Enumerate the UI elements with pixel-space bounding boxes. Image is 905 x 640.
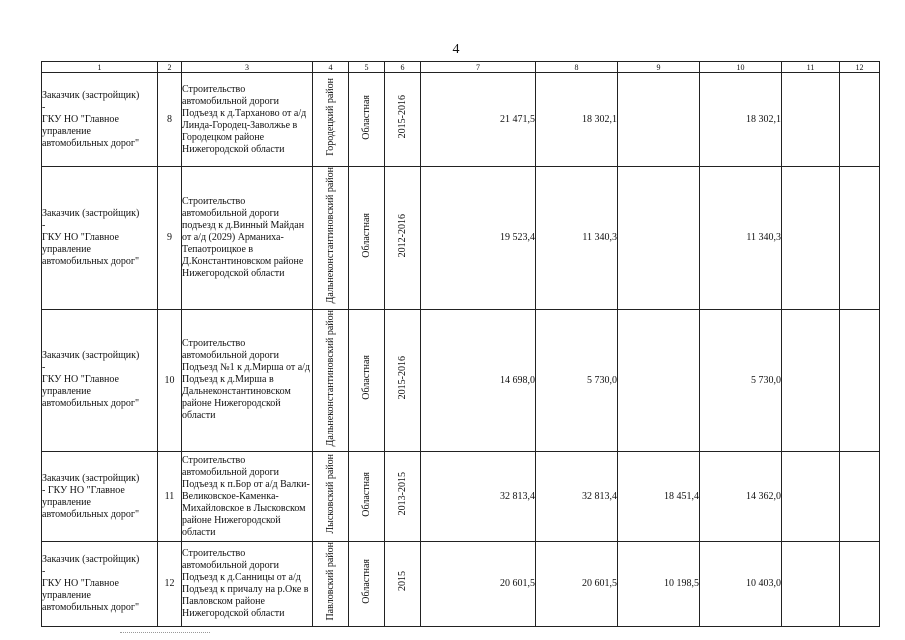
amount-cell: [618, 167, 700, 310]
budget-level-cell: Областная: [349, 309, 385, 452]
amount-cell: 10 403,0: [700, 542, 782, 627]
period-cell: 2012-2016: [385, 167, 421, 310]
object-cell: Строительство автомобильной дороги Подъезд к д.Санницы от а/д Подъезд к причалу на р.Оке в Павловском районе Нижегородской области: [182, 542, 313, 627]
amount-cell: [840, 73, 880, 167]
object-cell: Строительство автомобильной дороги Подъезд к д.Тарханово от а/д Линда-Городец-Заволжье в Городецком районе Нижегородской области: [182, 73, 313, 167]
budget-level-cell: Областная: [349, 73, 385, 167]
column-header: 5: [349, 62, 385, 73]
amount-cell: [840, 309, 880, 452]
amount-cell: [618, 309, 700, 452]
amount-cell: [840, 542, 880, 627]
row-number-cell: 9: [158, 167, 182, 310]
amount-cell: [782, 167, 840, 310]
budget-level-cell: Областная: [349, 542, 385, 627]
scan-artifact-line: [120, 632, 210, 634]
column-header: 10: [700, 62, 782, 73]
customer-cell: Заказчик (застройщик) - ГКУ НО "Главное управление автомобильных дорог": [42, 73, 158, 167]
row-number-cell: 8: [158, 73, 182, 167]
column-number-row: [42, 62, 880, 73]
amount-cell: [840, 452, 880, 542]
period-cell: 2013-2015: [385, 452, 421, 542]
amount-cell: 18 302,1: [700, 73, 782, 167]
column-header: 9: [618, 62, 700, 73]
amount-cell: 5 730,0: [700, 309, 782, 452]
column-header: 8: [536, 62, 618, 73]
district-cell: Дальнеконстантиновский район: [313, 309, 349, 452]
row-number-cell: 11: [158, 452, 182, 542]
amount-cell: [782, 73, 840, 167]
object-cell: Строительство автомобильной дороги Подъезд №1 к д.Мирша от а/д Подъезд к д.Мирша в Дальнеконстантиновском районе Нижегородской области: [182, 309, 313, 452]
estimated-cost-cell: 14 698,0: [421, 309, 536, 452]
estimated-cost-cell: 19 523,4: [421, 167, 536, 310]
customer-cell: Заказчик (застройщик) - ГКУ НО "Главное управление автомобильных дорог": [42, 309, 158, 452]
period-cell: 2015: [385, 542, 421, 627]
district-cell: Городецкий район: [313, 73, 349, 167]
table-row: [42, 309, 880, 452]
estimated-cost-cell: 21 471,5: [421, 73, 536, 167]
amount-cell: [618, 73, 700, 167]
column-header: 11: [782, 62, 840, 73]
column-header: 7: [421, 62, 536, 73]
row-number-cell: 10: [158, 309, 182, 452]
amount-cell: 5 730,0: [536, 309, 618, 452]
customer-cell: Заказчик (застройщик) - ГКУ НО "Главное управление автомобильных дорог": [42, 167, 158, 310]
amount-cell: 20 601,5: [536, 542, 618, 627]
table-row: [42, 542, 880, 627]
table-row: [42, 73, 880, 167]
amount-cell: [782, 309, 840, 452]
amount-cell: 11 340,3: [700, 167, 782, 310]
object-cell: Строительство автомобильной дороги Подъезд к п.Бор от а/д Валки-Великовское-Каменка-Михайловское в Лысковском районе Нижегородской области: [182, 452, 313, 542]
amount-cell: 11 340,3: [536, 167, 618, 310]
column-header: 3: [182, 62, 313, 73]
table-row: [42, 452, 880, 542]
budget-level-cell: Областная: [349, 167, 385, 310]
estimated-cost-cell: 20 601,5: [421, 542, 536, 627]
district-cell: Лысковский район: [313, 452, 349, 542]
column-header: 4: [313, 62, 349, 73]
amount-cell: [840, 167, 880, 310]
budget-level-cell: Областная: [349, 452, 385, 542]
estimated-cost-cell: 32 813,4: [421, 452, 536, 542]
amount-cell: [782, 452, 840, 542]
column-header: 12: [840, 62, 880, 73]
amount-cell: 18 451,4: [618, 452, 700, 542]
period-cell: 2015-2016: [385, 309, 421, 452]
period-cell: 2015-2016: [385, 73, 421, 167]
amount-cell: [782, 542, 840, 627]
column-header: 2: [158, 62, 182, 73]
column-header: 6: [385, 62, 421, 73]
customer-cell: Заказчик (застройщик) - ГКУ НО "Главное управление автомобильных дорог": [42, 452, 158, 542]
object-cell: Строительство автомобильной дороги подъезд к д.Винный Майдан от а/д (2029) Арманиха-Тепаотроицкое в Д.Константиновском районе Нижегородской области: [182, 167, 313, 310]
page-number: 4: [452, 42, 460, 57]
amount-cell: 10 198,5: [618, 542, 700, 627]
row-number-cell: 12: [158, 542, 182, 627]
investment-table: [41, 61, 880, 627]
amount-cell: 32 813,4: [536, 452, 618, 542]
customer-cell: Заказчик (застройщик) - ГКУ НО "Главное управление автомобильных дорог": [42, 542, 158, 627]
district-cell: Дальнеконстантиновский район: [313, 167, 349, 310]
table-row: [42, 167, 880, 310]
district-cell: Павловский район: [313, 542, 349, 627]
amount-cell: 14 362,0: [700, 452, 782, 542]
amount-cell: 18 302,1: [536, 73, 618, 167]
column-header: 1: [42, 62, 158, 73]
